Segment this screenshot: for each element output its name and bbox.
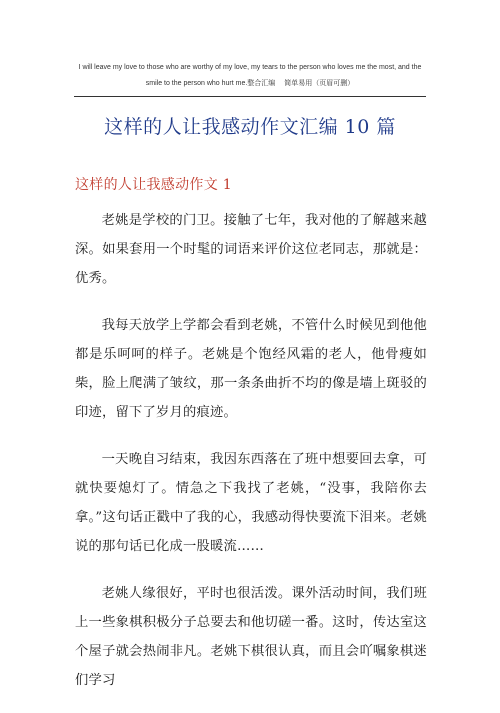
paragraph-2: 我每天放学上学都会看到老姚，不管什么时候见到他他都是乐呵呵的样子。老姚是个饱经风霜的老人，他骨瘦如柴，脸上爬满了皱纹，那一条条曲折不均的像是墙上斑驳的印迹，留下了岁月的痕迹。 <box>75 318 427 420</box>
header-divider <box>74 96 426 97</box>
header-line-2: smile to the person who hurt me.整合汇编 简单易用（页眉可删） <box>145 80 355 87</box>
document-title: 这样的人让我感动作文汇编 10 篇 <box>104 116 396 138</box>
paragraph-3: 一天晚自习结束，我因东西落在了班中想要回去拿，可就快要熄灯了。情急之下我找了老姚，“没事，我陪你去拿。”这句话正戳中了我的心，我感动得快要流下泪来。老姚说的那句话已化成一股暖流…… <box>75 452 427 554</box>
article-body <box>75 206 427 713</box>
paragraph-1: 老姚是学校的门卫。接触了七年，我对他的了解越来越深。如果套用一个时髦的词语来评价这位老同志，那就是：优秀。 <box>75 213 427 286</box>
header-line-1: I will leave my love to those who are worthy of my love, my tears to the person who loves me the most, and the <box>78 64 422 71</box>
paragraph-4: 老姚人缘很好，平时也很活泼。课外活动时间，我们班上一些象棋积极分子总要去和他切磋一番。这时，传达室这个屋子就会热闹非凡。老姚下棋很认真，而且会吖嘱象棋迷们学习 <box>75 586 427 688</box>
page-header <box>60 60 440 92</box>
section-heading: 这样的人让我感动作文 1 <box>75 177 232 193</box>
